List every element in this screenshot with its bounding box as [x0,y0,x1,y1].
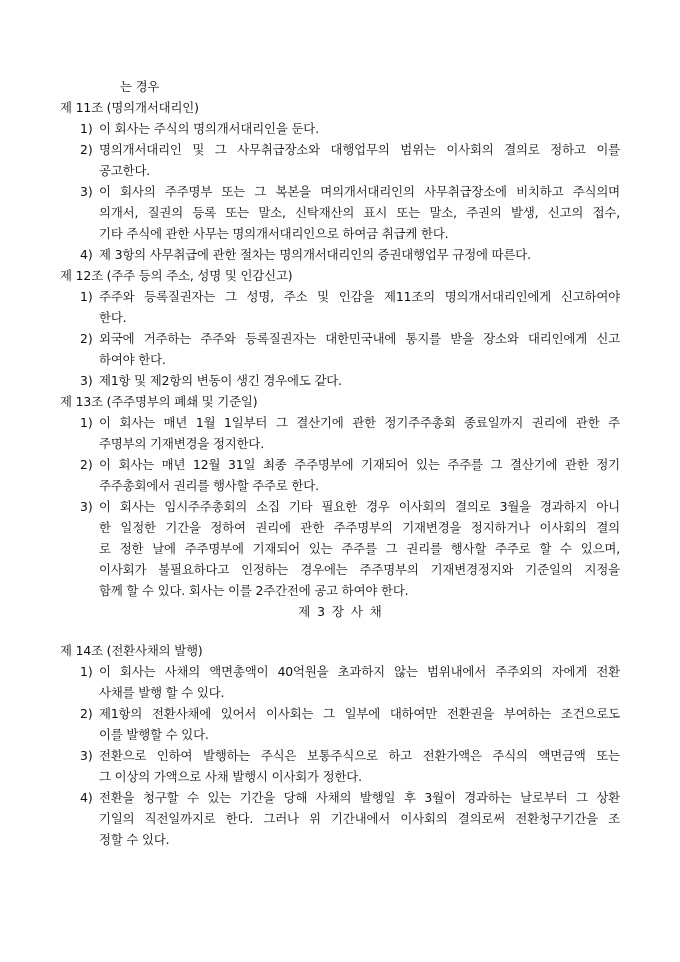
item-number: 1) [80,415,93,430]
item-text: 이 회사는 매년 1월 1일부터 그 결산기에 관한 정기주주총회 종료일까지 권리에 관한 주 [99,415,620,430]
item-text: 주주총회에서 권리를 행사할 주주로 한다. [99,478,319,493]
item-text: 로 정한 날에 주주명부에 기재되어 있는 주주를 그 권리를 행사할 주주로 할 수 있으며, [99,541,620,556]
item-text: 제1항 및 제2항의 변동이 생긴 경우에도 같다. [99,373,342,388]
item-number: 2) [80,457,93,472]
item-number: 2) [80,331,93,346]
item-text: 이를 발행할 수 있다. [99,727,209,742]
item-text: 정할 수 있다. [99,832,170,847]
item-text: 의개서, 질권의 등록 또는 말소, 신탁재산의 표시 또는 말소, 주권의 발생, 신고의 접수, [99,205,620,220]
article-11-heading: 제 11조 (명의개서대리인) [60,100,199,115]
item-text: 기일의 직전일까지로 한다. 그러나 위 기간내에서 이사회의 결의로써 전환청구기간을 조 [99,811,620,826]
item-number: 2) [80,142,93,157]
item-text: 기타 주식에 관한 사무는 명의개서대리인으로 하여금 취급케 한다. [99,226,449,241]
article-13-heading: 제 13조 (주주명부의 폐쇄 및 기준일) [60,394,258,409]
chapter-title: 제 3 장 사 채 [298,604,382,619]
item-text: 이사회가 불필요하다고 인정하는 경우에는 주주명부의 기재변경정지와 기준일의 지정을 [99,562,620,577]
item-number: 3) [80,184,93,199]
item-number: 4) [80,247,93,262]
item-text: 외국에 거주하는 주주와 등록질권자는 대한민국내에 통지를 받을 장소와 대리인에게 신고 [99,331,620,346]
item-text: 제 3항의 사무취급에 관한 절차는 명의개서대리인의 증권대행업무 규정에 따른다. [99,247,531,262]
item-text: 주주와 등록질권자는 그 성명, 주소 및 인감을 제11조의 명의개서대리인에게 신고하여야 [99,289,620,304]
item-text: 전환으로 인하여 발행하는 주식은 보통주식으로 하고 전환가액은 주식의 액면금액 또는 [99,748,620,763]
item-number: 1) [80,664,93,679]
item-text: 한 일정한 기간을 정하여 권리에 관한 주주명부의 기재변경을 정지하거나 이사회의 결의 [99,520,620,535]
item-number: 2) [80,706,93,721]
carry-over-text: 는 경우 [120,79,160,94]
article-14-heading: 제 14조 (전환사채의 발행) [60,643,203,658]
item-text: 사채를 발행 할 수 있다. [99,685,225,700]
item-text: 이 회사는 주식의 명의개서대리인을 둔다. [99,121,319,136]
item-text: 주명부의 기재변경을 정지한다. [99,436,265,451]
item-text: 이 회사의 주주명부 또는 그 복본을 며의개서대리인의 사무취급장소에 비치하고 주식의며 [99,184,620,199]
item-text: 이 회사는 매년 12월 31일 최종 주주명부에 기재되어 있는 주주를 그 결산기에 관한 정기 [99,457,620,472]
item-text: 명의개서대리인 및 그 사무취급장소와 대행업무의 범위는 이사회의 결의로 정하고 이를 [99,142,620,157]
item-text: 이 회사는 사채의 액면총액이 40억원을 초과하지 않는 범위내에서 주주외의 자에게 전환 [99,664,620,679]
item-number: 1) [80,289,93,304]
item-text: 공고한다. [99,163,151,178]
item-number: 3) [80,748,93,763]
item-number: 1) [80,121,93,136]
item-text: 전환을 청구할 수 있는 기간을 당해 사채의 발행일 후 3월이 경과하는 날로부터 그 상환 [99,790,620,805]
item-text: 한다. [99,310,127,325]
article-12-heading: 제 12조 (주주 등의 주소, 성명 및 인감신고) [60,268,293,283]
item-text: 제1항의 전환사채에 있어서 이사회는 그 일부에 대하여만 전환권을 부여하는 조건으로도 [99,706,620,721]
item-text: 그 이상의 가액으로 사채 발행시 이사회가 정한다. [99,769,362,784]
item-number: 3) [80,499,93,514]
item-number: 4) [80,790,93,805]
item-text: 함께 할 수 있다. 회사는 이를 2주간전에 공고 하여야 한다. [99,583,409,598]
item-text: 하여야 한다. [99,352,166,367]
item-text: 이 회사는 임시주주총회의 소집 기타 필요한 경우 이사회의 결의로 3월을 경과하지 아니 [99,499,620,514]
item-number: 3) [80,373,93,388]
